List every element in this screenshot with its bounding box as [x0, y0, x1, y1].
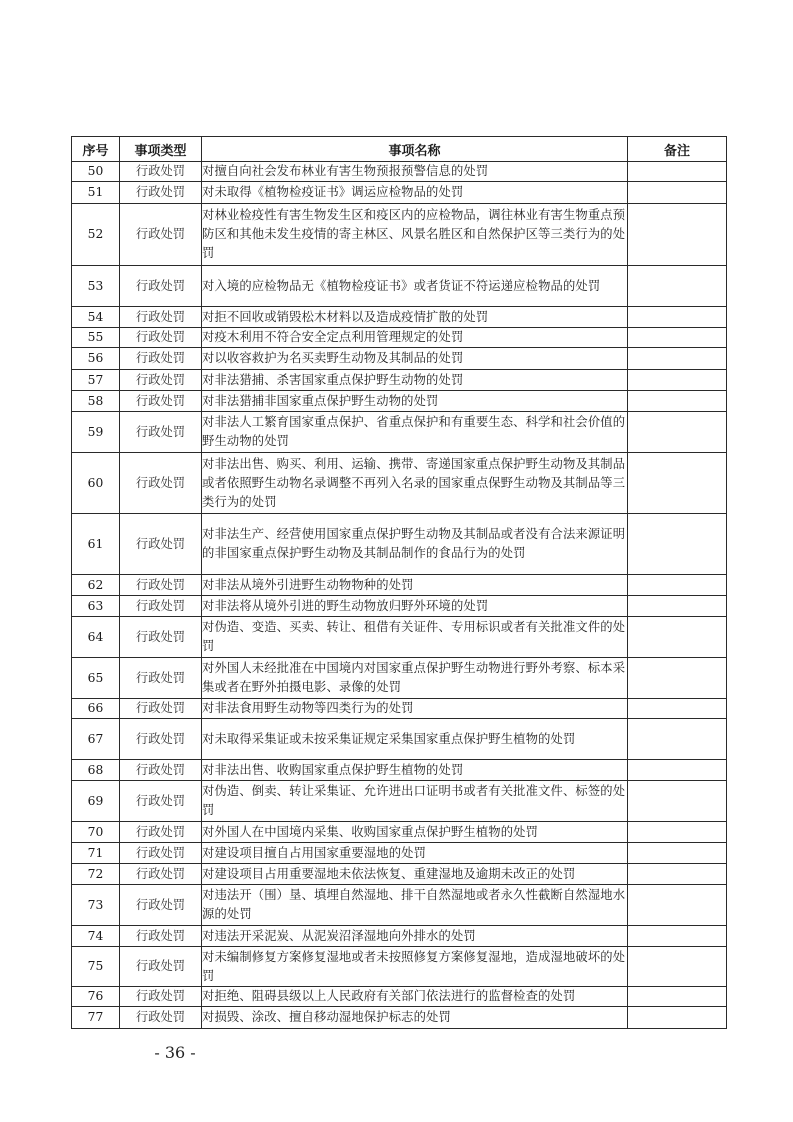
row-name: 对非法从境外引进野生动物物种的处罚 — [202, 575, 628, 596]
row-name: 对非法食用野生动物等四类行为的处罚 — [202, 699, 628, 719]
row-name: 对违法开（围）垦、填埋自然湿地、排干自然湿地或者永久性截断自然湿地水源的处罚 — [202, 885, 628, 926]
row-type: 行政处罚 — [120, 370, 202, 391]
row-number: 74 — [72, 926, 120, 947]
table-body — [72, 162, 727, 1029]
row-name: 对拒不回收或销毁松木材料以及造成疫情扩散的处罚 — [202, 307, 628, 328]
table-row — [72, 947, 727, 987]
table-row — [72, 843, 727, 864]
row-note — [628, 575, 727, 596]
row-name: 对拒绝、阻碍县级以上人民政府有关部门依法进行的监督检查的处罚 — [202, 987, 628, 1007]
row-name: 对未取得《植物检疫证书》调运应检物品的处罚 — [202, 182, 628, 204]
table-row — [72, 864, 727, 885]
row-type: 行政处罚 — [120, 348, 202, 370]
row-type: 行政处罚 — [120, 596, 202, 617]
row-name: 对林业检疫性有害生物发生区和疫区内的应检物品，调往林业有害生物重点预防区和其他未发生疫情的寄主林区、风景名胜区和自然保护区等三类行为的处罚 — [202, 204, 628, 266]
row-number: 58 — [72, 391, 120, 412]
row-number: 64 — [72, 617, 120, 658]
header-type: 事项类型 — [120, 137, 202, 162]
row-note — [628, 617, 727, 658]
row-note — [628, 266, 727, 307]
table-row — [72, 1007, 727, 1029]
table-row — [72, 370, 727, 391]
table-row — [72, 699, 727, 719]
row-name: 对以收容救护为名买卖野生动物及其制品的处罚 — [202, 348, 628, 370]
row-name: 对外国人在中国境内采集、收购国家重点保护野生植物的处罚 — [202, 822, 628, 843]
table-row — [72, 514, 727, 575]
row-note — [628, 596, 727, 617]
table-row — [72, 926, 727, 947]
row-note — [628, 947, 727, 987]
row-number: 59 — [72, 412, 120, 453]
row-note — [628, 843, 727, 864]
row-name: 对非法出售、收购国家重点保护野生植物的处罚 — [202, 760, 628, 781]
row-number: 60 — [72, 453, 120, 514]
row-type: 行政处罚 — [120, 719, 202, 760]
row-note — [628, 453, 727, 514]
row-note — [628, 822, 727, 843]
row-number: 57 — [72, 370, 120, 391]
row-number: 63 — [72, 596, 120, 617]
row-number: 69 — [72, 781, 120, 822]
row-type: 行政处罚 — [120, 412, 202, 453]
row-type: 行政处罚 — [120, 204, 202, 266]
row-type: 行政处罚 — [120, 760, 202, 781]
row-number: 65 — [72, 658, 120, 699]
table-row — [72, 453, 727, 514]
row-note — [628, 514, 727, 575]
header-no: 序号 — [72, 137, 120, 162]
row-note — [628, 781, 727, 822]
header-note: 备注 — [628, 137, 727, 162]
row-name: 对损毁、涂改、擅自移动湿地保护标志的处罚 — [202, 1007, 628, 1029]
table-row — [72, 328, 727, 348]
row-name: 对非法将从境外引进的野生动物放归野外环境的处罚 — [202, 596, 628, 617]
row-type: 行政处罚 — [120, 822, 202, 843]
row-number: 50 — [72, 162, 120, 182]
row-type: 行政处罚 — [120, 514, 202, 575]
row-note — [628, 204, 727, 266]
row-type: 行政处罚 — [120, 453, 202, 514]
row-type: 行政处罚 — [120, 328, 202, 348]
table-row — [72, 885, 727, 926]
table-row — [72, 162, 727, 182]
row-type: 行政处罚 — [120, 947, 202, 987]
row-type: 行政处罚 — [120, 182, 202, 204]
row-note — [628, 391, 727, 412]
row-name: 对非法生产、经营使用国家重点保护野生动物及其制品或者没有合法来源证明的非国家重点保护野生动物及其制品制作的食品行为的处罚 — [202, 514, 628, 575]
row-number: 71 — [72, 843, 120, 864]
table-row — [72, 412, 727, 453]
row-name: 对违法开采泥炭、从泥炭沼泽湿地向外排水的处罚 — [202, 926, 628, 947]
table-row — [72, 307, 727, 328]
table-row — [72, 204, 727, 266]
row-name: 对非法出售、购买、利用、运输、携带、寄递国家重点保护野生动物及其制品或者依照野生动物名录调整不再列入名录的国家重点保野生动物及其制品等三类行为的处罚 — [202, 453, 628, 514]
items-table — [71, 136, 727, 1029]
row-type: 行政处罚 — [120, 987, 202, 1007]
page-number: - 36 - — [154, 1043, 196, 1062]
row-note — [628, 1007, 727, 1029]
row-number: 72 — [72, 864, 120, 885]
row-type: 行政处罚 — [120, 926, 202, 947]
row-type: 行政处罚 — [120, 885, 202, 926]
row-type: 行政处罚 — [120, 391, 202, 412]
table-row — [72, 719, 727, 760]
row-note — [628, 699, 727, 719]
table-header-row — [72, 137, 727, 162]
table-row — [72, 822, 727, 843]
row-name: 对未取得采集证或未按采集证规定采集国家重点保护野生植物的处罚 — [202, 719, 628, 760]
row-number: 66 — [72, 699, 120, 719]
table-row — [72, 596, 727, 617]
table-row — [72, 575, 727, 596]
row-name: 对建设项目占用重要湿地未依法恢复、重建湿地及逾期未改正的处罚 — [202, 864, 628, 885]
row-type: 行政处罚 — [120, 575, 202, 596]
row-number: 77 — [72, 1007, 120, 1029]
row-number: 75 — [72, 947, 120, 987]
row-note — [628, 348, 727, 370]
row-note — [628, 885, 727, 926]
row-note — [628, 864, 727, 885]
row-number: 55 — [72, 328, 120, 348]
row-name: 对伪造、倒卖、转让采集证、允许进出口证明书或者有关批准文件、标签的处罚 — [202, 781, 628, 822]
row-note — [628, 307, 727, 328]
row-type: 行政处罚 — [120, 843, 202, 864]
table-row — [72, 391, 727, 412]
row-note — [628, 719, 727, 760]
row-name: 对外国人未经批准在中国境内对国家重点保护野生动物进行野外考察、标本采集或者在野外拍摄电影、录像的处罚 — [202, 658, 628, 699]
row-number: 52 — [72, 204, 120, 266]
table-row — [72, 617, 727, 658]
row-name: 对非法猎捕、杀害国家重点保护野生动物的处罚 — [202, 370, 628, 391]
row-type: 行政处罚 — [120, 307, 202, 328]
row-name: 对擅自向社会发布林业有害生物预报预警信息的处罚 — [202, 162, 628, 182]
row-name: 对非法人工繁育国家重点保护、省重点保护和有重要生态、科学和社会价值的野生动物的处罚 — [202, 412, 628, 453]
row-type: 行政处罚 — [120, 699, 202, 719]
row-number: 54 — [72, 307, 120, 328]
row-number: 73 — [72, 885, 120, 926]
table-row — [72, 781, 727, 822]
row-note — [628, 412, 727, 453]
row-note — [628, 182, 727, 204]
row-number: 56 — [72, 348, 120, 370]
row-number: 53 — [72, 266, 120, 307]
row-type: 行政处罚 — [120, 658, 202, 699]
table-row — [72, 348, 727, 370]
row-note — [628, 987, 727, 1007]
row-number: 61 — [72, 514, 120, 575]
row-name: 对非法猎捕非国家重点保护野生动物的处罚 — [202, 391, 628, 412]
row-name: 对建设项目擅自占用国家重要湿地的处罚 — [202, 843, 628, 864]
table-row — [72, 658, 727, 699]
row-number: 62 — [72, 575, 120, 596]
row-name: 对伪造、变造、买卖、转让、租借有关证件、专用标识或者有关批准文件的处罚 — [202, 617, 628, 658]
row-note — [628, 162, 727, 182]
table-row — [72, 182, 727, 204]
table-row — [72, 760, 727, 781]
row-note — [628, 760, 727, 781]
row-type: 行政处罚 — [120, 617, 202, 658]
row-number: 68 — [72, 760, 120, 781]
row-type: 行政处罚 — [120, 162, 202, 182]
row-name: 对疫木利用不符合安全定点利用管理规定的处罚 — [202, 328, 628, 348]
table-row — [72, 266, 727, 307]
row-type: 行政处罚 — [120, 1007, 202, 1029]
row-note — [628, 658, 727, 699]
row-note — [628, 370, 727, 391]
table-row — [72, 987, 727, 1007]
row-type: 行政处罚 — [120, 266, 202, 307]
header-name: 事项名称 — [202, 137, 628, 162]
row-type: 行政处罚 — [120, 781, 202, 822]
row-number: 67 — [72, 719, 120, 760]
row-name: 对入境的应检物品无《植物检疫证书》或者货证不符运递应检物品的处罚 — [202, 266, 628, 307]
row-type: 行政处罚 — [120, 864, 202, 885]
row-number: 51 — [72, 182, 120, 204]
row-note — [628, 328, 727, 348]
row-note — [628, 926, 727, 947]
row-number: 70 — [72, 822, 120, 843]
row-name: 对未编制修复方案修复湿地或者未按照修复方案修复湿地，造成湿地破坏的处罚 — [202, 947, 628, 987]
row-number: 76 — [72, 987, 120, 1007]
